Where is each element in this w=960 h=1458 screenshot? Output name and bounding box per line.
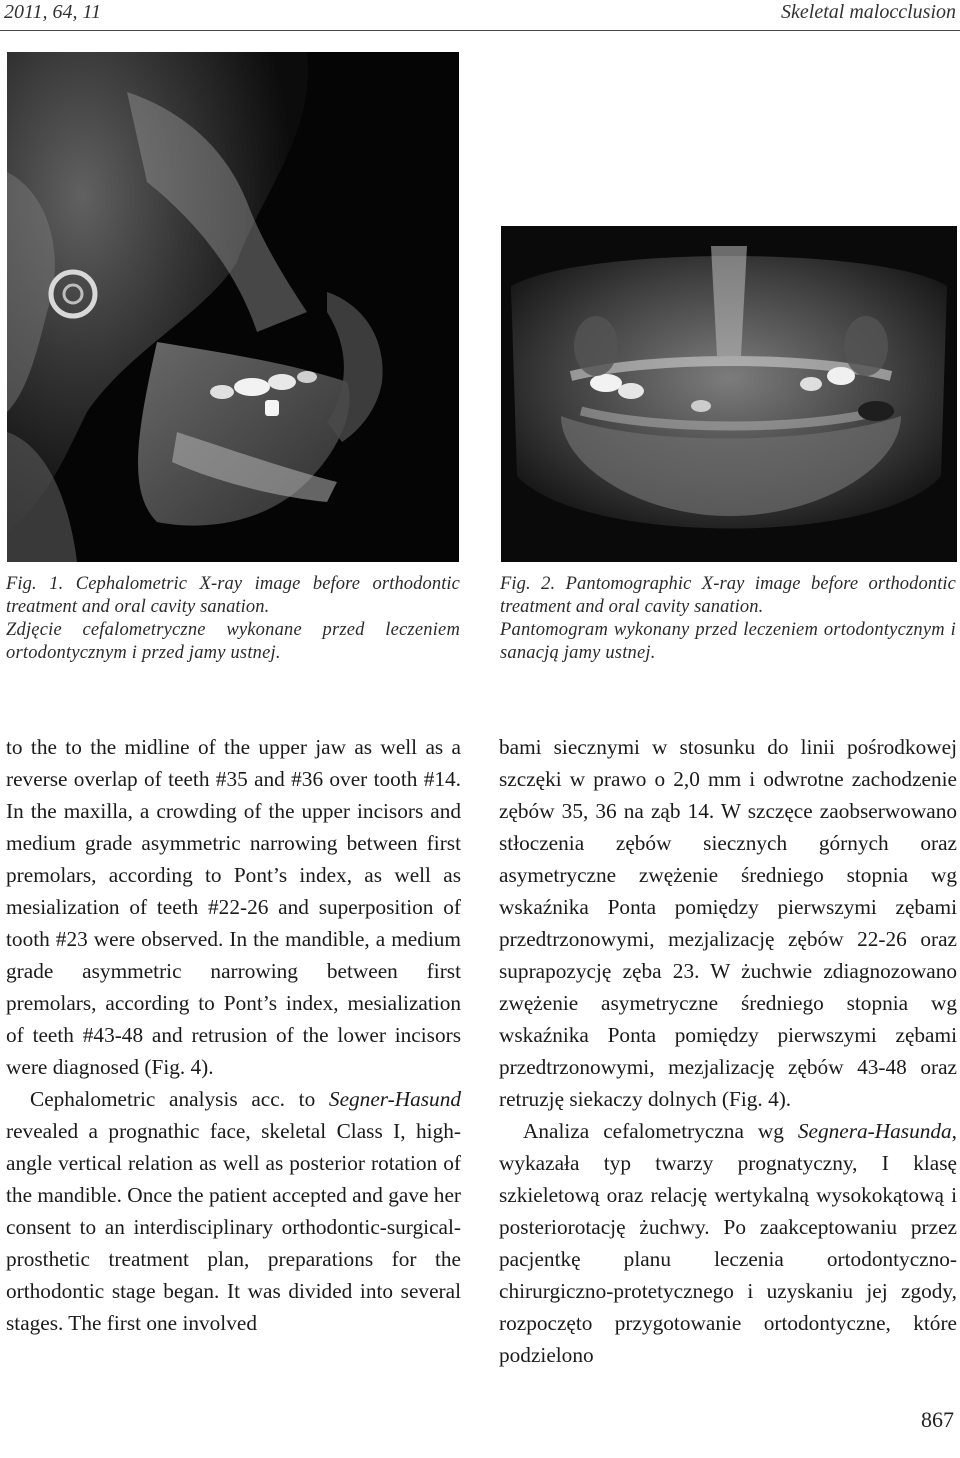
paragraph-findings-pl: bami siecznymi w stosunku do linii pośrodkowej szczęki w prawo o 2,0 mm i odwrotne zachodzenie zębów 35, 36 na ząb 14. W szczęce zaobserwowano stłoczenia zębów siecznych górnych oraz asymetryczne zwężenie średniego stopnia wg wskaźnika Ponta pomiędzy pierwszymi zębami przedtrzonowymi, mezjalizację zębów 22-26 oraz suprapozycję zęba 23. W żuchwie zdiagnozowano zwężenie asymetryczne średniego stopnia wg wskaźnika Ponta pomiędzy pierwszymi zębami przedtrzonowymi, mezjalizację zębów 43-48 oraz retruzję siekaczy dolnych (Fig. 4). — [499, 735, 957, 1111]
running-header-left: 2011, 64, 11 — [4, 1, 102, 23]
body-column-polish — [499, 731, 957, 1371]
figure-2-caption — [500, 573, 956, 665]
figure-1-caption-en: Fig. 1. Cephalometric X-ray image before orthodontic treatment and oral cavity sanation. — [6, 574, 460, 617]
header-rule — [0, 30, 960, 31]
figure-1-caption-pl: Zdjęcie cefalometryczne wykonane przed leczeniem ortodontycznym i przed jamy ustnej. — [6, 620, 460, 663]
figure-1-caption — [6, 573, 460, 665]
paragraph-text: Analiza cefalometryczna wg — [523, 1119, 798, 1143]
figure-2-caption-pl: Pantomogram wykonany przed leczeniem ortodontycznym i sanacją jamy ustnej. — [500, 620, 956, 663]
author-name: Segner-Hasund — [328, 1087, 461, 1111]
author-name: Segnera-Hasunda — [797, 1119, 952, 1143]
figure-1-cephalometric-xray — [7, 52, 459, 562]
figure-2-pantomographic-xray — [501, 226, 957, 562]
paragraph-text: revealed a prognathic face, skeletal Class I, high-angle vertical relation as well as posterior rotation of the mandible. Once the patient accepted and gave her consent to an interdisciplinary orthodontic-surgical-prosthetic treatment plan, preparations for the orthodontic stage began. It was divided into several stages. The first one involved — [6, 1119, 461, 1335]
paragraph-cephalometric-pl — [499, 1115, 957, 1371]
paragraph-cephalometric-en — [6, 1083, 461, 1339]
paragraph-findings-en: to the to the midline of the upper jaw as well as a reverse overlap of teeth #35 and #36 over tooth #14. In the maxilla, a crowding of the upper incisors and medium grade asymmetric narrowing between first premolars, according to Pont’s index, as well as mesialization of teeth #22-26 and superposition of tooth #23 were observed. In the mandible, a medium grade asymmetric narrowing between first premolars, according to Pont’s index, mesialization of teeth #43-48 and retrusion of the lower incisors were diagnosed (Fig. 4). — [6, 735, 461, 1079]
body-column-english — [6, 731, 461, 1339]
paragraph-text: Cephalometric analysis acc. to — [30, 1087, 329, 1111]
running-header-right: Skeletal malocclusion — [781, 1, 956, 23]
paragraph-text: , wykazała typ twarzy prognatyczny, I klasę szkieletową oraz relację wertykalną wysokokątową i posteriorotację żuchwy. Po zaakceptowaniu przez pacjentkę planu leczenia ortodontyczno-chirurgiczno-protetycznego i uzyskaniu jej zgody, rozpoczęto przygotowanie ortodontyczne, które podzielono — [499, 1119, 957, 1367]
page-number: 867 — [921, 1407, 954, 1432]
figure-2-caption-en: Fig. 2. Pantomographic X-ray image before orthodontic treatment and oral cavity sanation. — [500, 574, 956, 617]
